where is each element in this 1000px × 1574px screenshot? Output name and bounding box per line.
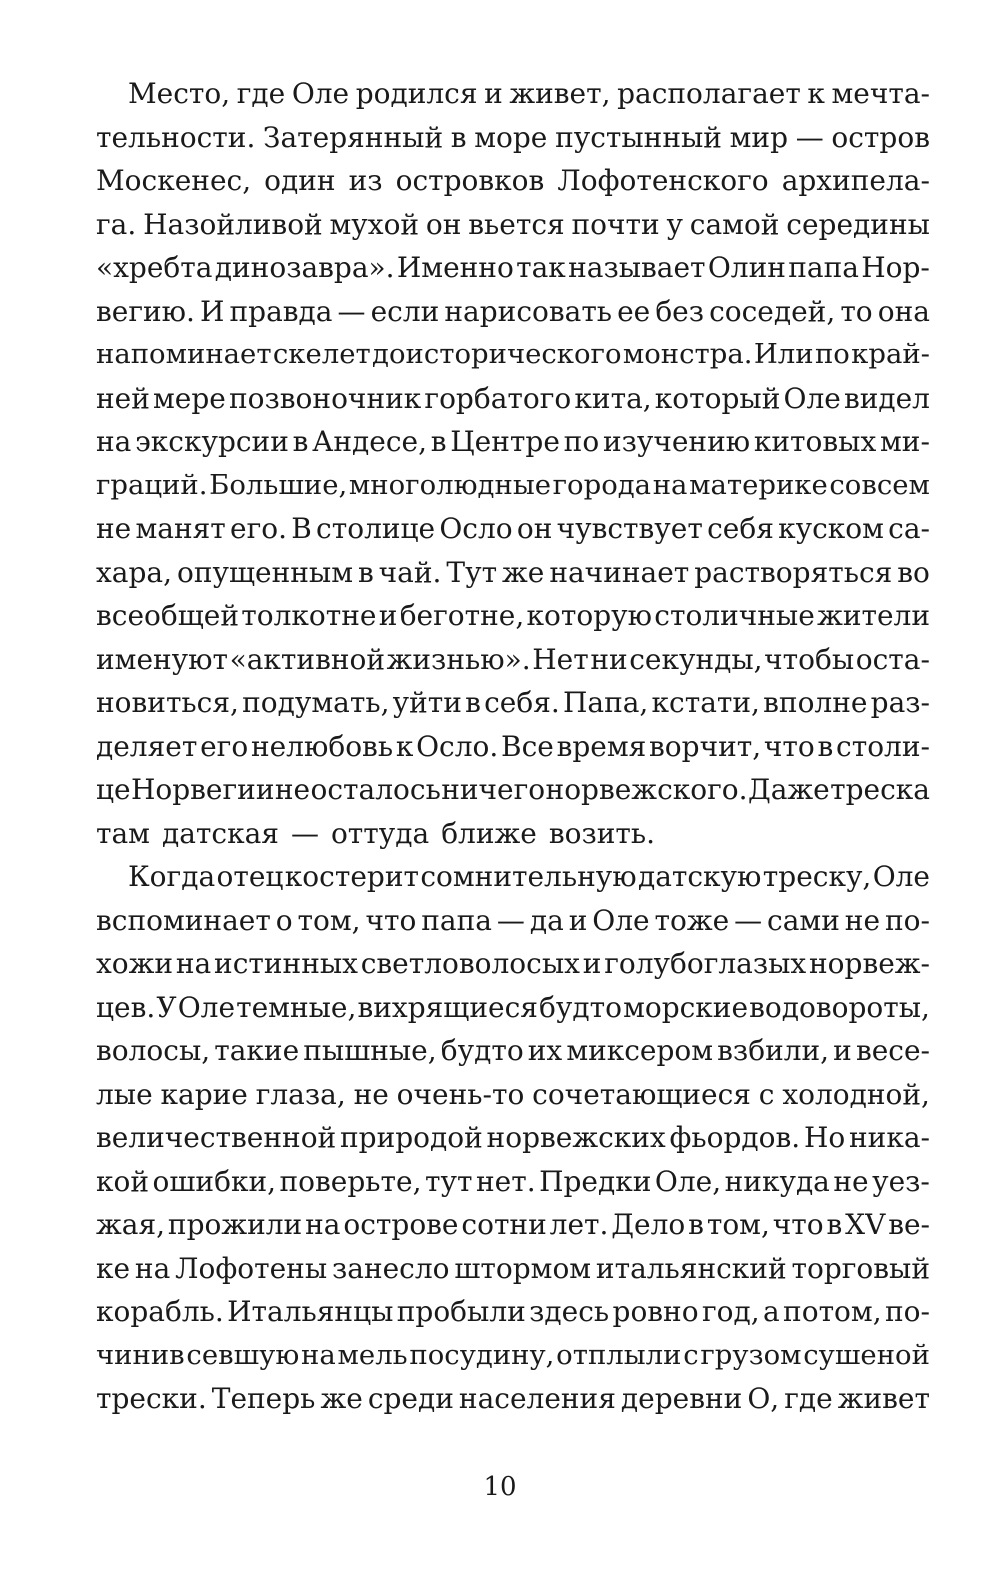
text-line: тельности. Затерянный в море пустынный мир — остров: [96, 120, 930, 154]
text-line: ней мере позвоночник горбатого кита, который Оле видел: [96, 381, 930, 415]
text-line: га. Назойливой мухой он вьется почти у самой середины: [96, 207, 930, 241]
text-line: хожи на истинных светловолосых и голубоглазых норвеж-: [96, 947, 930, 980]
page-number: 10: [483, 1472, 517, 1502]
text-line: деляет его нелюбовь к Осло. Все время ворчит, что в столи-: [96, 729, 930, 763]
text-line: цев. У Оле темные, вихрящиеся будто морские водовороты,: [96, 990, 930, 1024]
text-line: напоминает скелет доисторического монстра. Или по край-: [96, 338, 930, 370]
text-line: Когда отец костерит сомнительную датскую треску, Оле: [128, 860, 930, 893]
text-line: хара, опущенным в чай. Тут же начинает растворяться во: [96, 555, 930, 589]
body-text: [96, 72, 930, 1421]
text-line: це Норвегии не осталось ничего норвежского. Даже треска: [96, 773, 930, 806]
text-line: Место, где Оле родился и живет, располагает к мечта-: [128, 77, 930, 110]
text-line: «хребта динозавра». Именно так называет Олин папа Нор-: [96, 251, 930, 284]
text-line: жая, прожили на острове сотни лет. Дело в том, что в XV ве-: [96, 1208, 930, 1241]
text-line: вегию. И правда — если нарисовать ее без соседей, то она: [96, 294, 930, 328]
text-line: волосы, такие пышные, будто их миксером взбили, и весе-: [96, 1034, 930, 1067]
text-line: ке на Лофотены занесло штормом итальянский торговый: [96, 1251, 930, 1285]
text-line: всеобщей толкотне и беготне, которую столичные жители: [96, 599, 930, 632]
text-line: не манят его. В столице Осло он чувствует себя куском са-: [96, 512, 930, 545]
text-line: чинив севшую на мель посудину, отплыли с грузом сушеной: [96, 1338, 930, 1371]
text-line: на экскурсии в Андесе, в Центре по изучению китовых ми-: [96, 425, 930, 458]
text-line: величественной природой норвежских фьордов. Но ника-: [96, 1121, 930, 1154]
text-line: именуют «активной жизнью». Нет ни секунды, чтобы оста-: [96, 642, 930, 676]
text-line: вспоминает о том, что папа — да и Оле тоже — сами не по-: [96, 903, 930, 937]
text-line: новиться, подумать, уйти в себя. Папа, кстати, вполне раз-: [96, 686, 930, 719]
text-line: кой ошибки, поверьте, тут нет. Предки Оле, никуда не уез-: [96, 1164, 930, 1198]
text-line: корабль. Итальянцы пробыли здесь ровно год, а потом, по-: [96, 1295, 930, 1328]
text-line: граций. Большие, многолюдные города на материке совсем: [96, 468, 930, 501]
text-line: Москенес, один из островков Лофотенского архипела-: [96, 164, 930, 197]
text-line: там датская — оттуда ближе возить.: [96, 816, 656, 850]
text-line: трески. Теперь же среди населения деревни О, где живет: [96, 1382, 930, 1415]
text-line: лые карие глаза, не очень-то сочетающиеся с холодной,: [96, 1077, 930, 1111]
